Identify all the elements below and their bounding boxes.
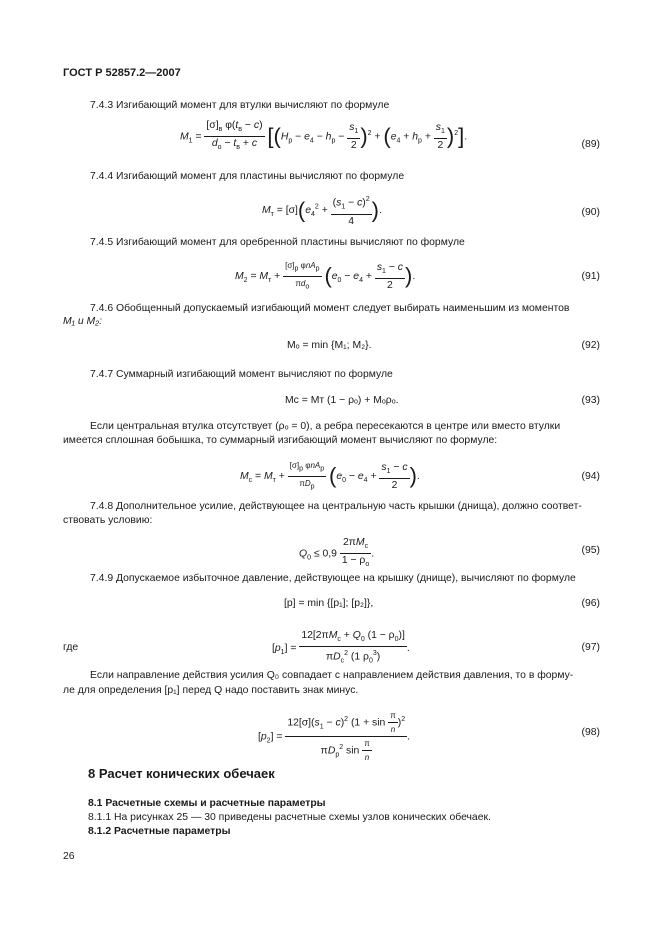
paragraph-no-hub-continuation: имеется сплошная бобышка, то суммарный изгибающий момент вычисляют по формуле:	[63, 435, 498, 446]
formula-92: Mₒ = min {M₁; M₂}.	[287, 340, 372, 351]
paragraph-no-hub: Если центральная втулка отсутствует (ρₒ = 0), а ребра пересекаются в центре или вместо втулки	[90, 421, 561, 432]
paragraph-7-4-8: 7.4.8 Дополнительное усилие, действующее на центральную часть крышки (днища), должно соответ-	[90, 501, 582, 512]
equation-number-89: (89)	[581, 139, 600, 150]
paragraph-7-4-6: 7.4.6 Обобщенный допускаемый изгибающий момент следует выбирать наименьшим из моментов	[90, 303, 570, 314]
subsection-8-1-2-heading: 8.1.2 Расчетные параметры	[88, 826, 231, 837]
equation-number-92: (92)	[581, 340, 600, 351]
formula-95: $Q_0 \le 0,9$ $\frac{2\pi M_с}{1 - \rho_о}$ .	[299, 537, 375, 569]
formula-91: $M_2 = M_т$ + $\frac{[\sigma]_р \varphi nA_р}{\pi d_о}$ ($e_0 - e_4$ + $\frac{s_1 - c}{2}$ ).	[235, 261, 416, 291]
paragraph-7-4-7: 7.4.7 Суммарный изгибающий момент вычисляют по формуле	[90, 369, 393, 380]
section-8-heading: 8 Расчет конических обечаек	[88, 766, 275, 781]
paragraph-7-4-9: 7.4.9 Допускаемое избыточное давление, действующее на крышку (днище), вычисляют по формуле	[90, 573, 576, 584]
page-number: 26	[63, 851, 75, 862]
equation-number-91: (91)	[581, 271, 600, 282]
equation-number-95: (95)	[581, 545, 600, 556]
paragraph-8-1-1: 8.1.1 На рисунках 25 — 30 приведены расчетные схемы узлов конических обечаек.	[88, 812, 491, 823]
paragraph-7-4-5: 7.4.5 Изгибающий момент для оребренной пластины вычисляют по формуле	[90, 237, 465, 248]
equation-number-97: (97)	[581, 642, 600, 653]
formula-96: [p] = min {[p₁]; [p₂]},	[284, 598, 374, 609]
formula-93: Mc = Mт (1 − ρₒ) + Mₒρₒ.	[285, 395, 399, 406]
equation-number-93: (93)	[581, 395, 600, 406]
equation-number-96: (96)	[581, 598, 600, 609]
subsection-8-1-heading: 8.1 Расчетные схемы и расчетные параметры	[88, 798, 326, 809]
document-header: ГОСТ Р 52857.2—2007	[63, 67, 181, 79]
formula-89: $M_1$ = $\frac{[\sigma]_в \varphi(t_в - c)}{d_о - t_в + c}$ [($H_р - e_4 - h_р$ − $\frac{s_1}{2}$ )$^2 + (e_4 + h_р$ + $\frac{s_1}{2}$ )$^2$].	[180, 120, 468, 152]
formula-94: $M_с = M_т$ + $\frac{[\sigma]_р \varphi nA_р}{\pi D_р}$ ($e_0 - e_4$ + $\frac{s_1 - c}{2}$ ).	[240, 461, 420, 491]
paragraph-7-4-8-continuation: ствовать условию:	[63, 515, 153, 526]
paragraph-force-direction-continuation: ле для определения [p₁] перед Q надо поставить знак минус.	[63, 685, 359, 696]
equation-number-98: (98)	[581, 727, 600, 738]
paragraph-7-4-3: 7.4.3 Изгибающий момент для втулки вычисляют по формуле	[90, 100, 390, 111]
equation-number-94: (94)	[581, 471, 600, 482]
paragraph-force-direction: Если направление действия усилия Q₀ совпадает с направлением действия давления, то в форму-	[90, 670, 574, 681]
equation-number-90: (90)	[581, 207, 600, 218]
formula-97: $[p_1]$ = $\frac{12[2\pi M_с + Q_0 (1 - \rho_0)]}{\pi D_с^2 (1 \rho_0^3)}$ .	[272, 630, 410, 665]
formula-90: $M_т = [\sigma](e_4^2$ + $\frac{(s_1 - c)^2}{4}$ ).	[262, 196, 382, 227]
where-label: где	[63, 642, 79, 653]
formula-98: $[p_2]$ = $12[\sigma](s_1 - c)^2$ (1 + sin $\frac{\pi}{n}$ )$^2$ $\pi D_р^2$ sin $\frac{\pi}{n}$ .	[258, 711, 410, 762]
paragraph-7-4-6-continuation: M₁ и M₂:	[63, 316, 102, 327]
paragraph-7-4-4: 7.4.4 Изгибающий момент для пластины вычисляют по формуле	[90, 171, 405, 182]
